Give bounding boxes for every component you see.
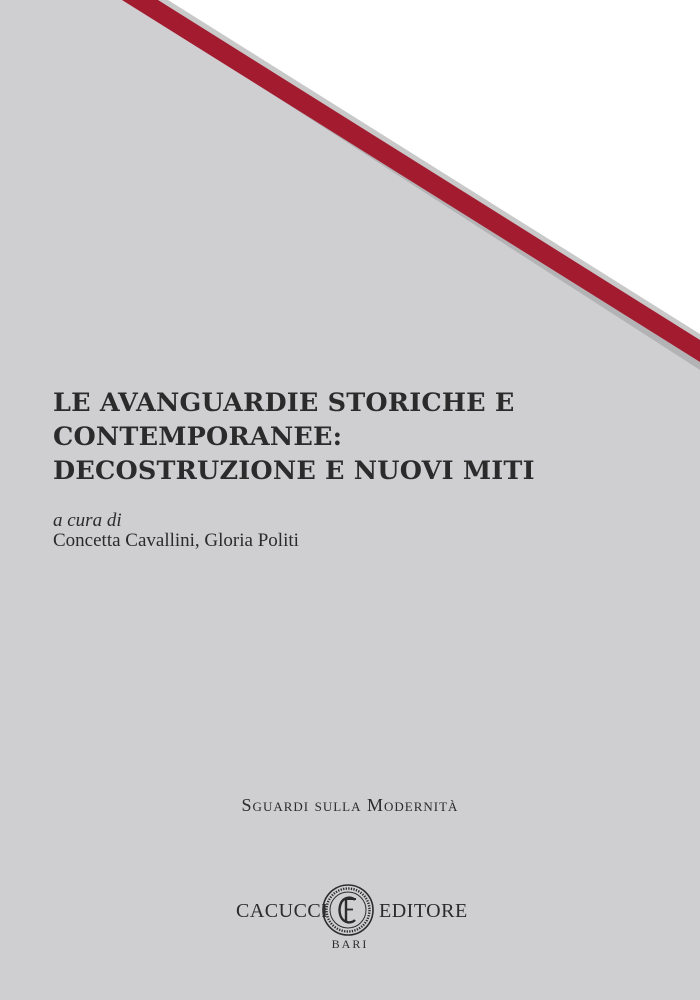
title-line-1: LE AVANGUARDIE STORICHE E bbox=[53, 388, 515, 418]
publisher-name-left: CACUCCI bbox=[236, 900, 329, 922]
title-line-3: DECOSTRUZIONE E NUOVI MITI bbox=[53, 456, 535, 486]
curators-names: Concetta Cavallini, Gloria Politi bbox=[53, 530, 299, 551]
title-line-2: CONTEMPORANEE: bbox=[53, 422, 343, 452]
publisher-name-right: EDITORE bbox=[379, 900, 468, 922]
series-title: Sguardi sulla Modernità bbox=[241, 795, 459, 815]
curators-label: a cura di bbox=[53, 510, 122, 531]
publisher-city: BARI bbox=[331, 937, 369, 951]
book-title bbox=[53, 386, 673, 488]
cacucci-cf-monogram-icon bbox=[321, 883, 375, 937]
